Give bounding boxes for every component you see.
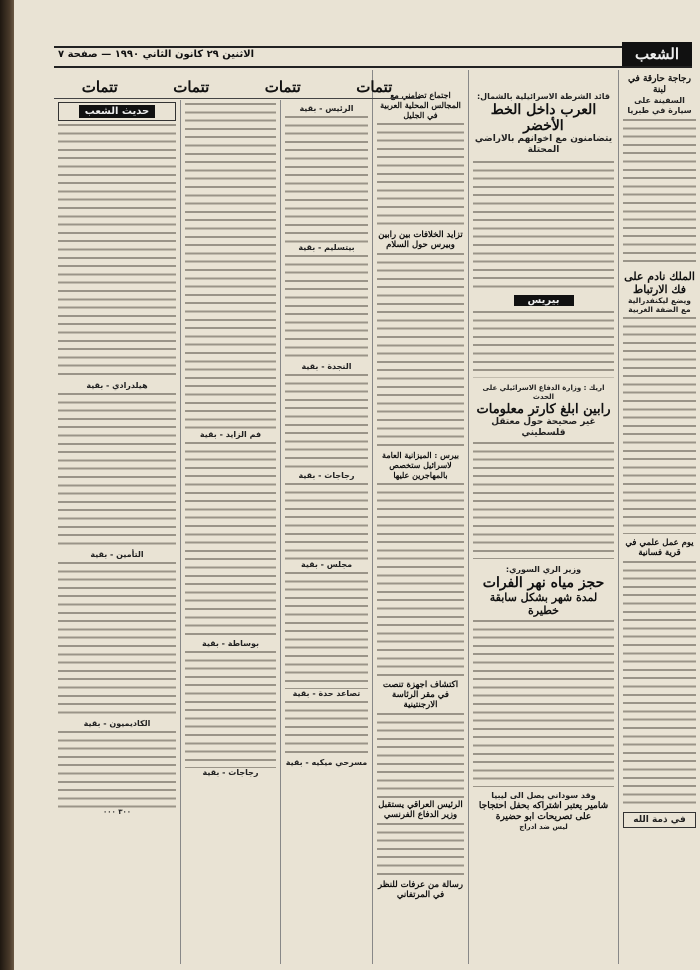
col2-mid-sub: غير صحيحة حول معتقل قلسطيني [491, 417, 596, 438]
col5-label3: رجاجات - بقية [202, 768, 259, 777]
col2-bottom-note: ليس ضد ادراج [519, 823, 568, 831]
col2-lower-sub: لمدة شهر بشكل سابقة خطيرة [489, 591, 598, 617]
date-line: الاثنين ٢٩ كانون الثاني ١٩٩٠ — صفحة ٧ [58, 49, 255, 60]
col4-label2: بيتسليم - بقية [298, 243, 355, 252]
col4-label7: مسرحي ميكيه - بقية [285, 758, 368, 767]
col3-text5 [377, 820, 464, 880]
obituary-box [623, 812, 696, 828]
col4-text3 [285, 371, 368, 471]
col4-label1: الرئيس - بقية [299, 104, 354, 113]
column-3 [372, 70, 468, 964]
banner-item: تتمات [81, 78, 118, 96]
col1-story2-text [623, 314, 696, 534]
col2-story1-text [473, 158, 614, 293]
col3-text1 [377, 120, 464, 230]
col5-label2: بوساطة - بقية [201, 639, 260, 648]
column-2 [468, 70, 618, 964]
col2-mid-text [473, 439, 614, 559]
col1-story1-text [623, 116, 696, 266]
column-4 [280, 100, 372, 964]
section-box [58, 102, 176, 121]
col3-title6: رسالة من عرفات للنظر في المرتفاني [378, 880, 463, 900]
col3-title3: بيرس : الميزانية العامة لاسرائيل ستخصص بالمهاجرين عليها [382, 450, 459, 480]
col3-text4 [377, 710, 464, 800]
banner-item: تتمات [264, 78, 301, 96]
col6-text2 [58, 559, 176, 719]
page-binding [0, 0, 14, 970]
col6-text0 [58, 121, 176, 381]
continuations-banner [54, 76, 420, 99]
col2-headline-main: العرب داخل الخط الأخضر [490, 102, 597, 134]
col1-story2-title: الملك نادم على فك الارتباط [624, 270, 695, 296]
col3-title4: اكتشاف اجهزة تنصت في مقر الرئاسة الارجنتينية [382, 680, 459, 710]
col2-bottom-title: شامير يعتبر اشتراكه بحفل احتجاجا على تصريحات ابو حضيرة [478, 801, 609, 822]
col2-headline-sub: يتضامنون مع اخوانهم بالاراضي المحتلة [474, 134, 613, 155]
col4-label4: رجاجات - بقية [298, 471, 355, 480]
col2-box-text [473, 308, 614, 378]
paper-masthead: الشعب [622, 42, 692, 66]
col1-story3-text [623, 558, 696, 808]
col2-lower-text [473, 617, 614, 787]
col6-text3 [58, 728, 176, 808]
column-5 [180, 100, 280, 964]
col6-label3: الكاديميون - بقية [83, 719, 151, 728]
col6-label1: هيلدرادي - بقية [86, 381, 148, 390]
col4-text2 [285, 252, 368, 362]
col6-label2: التأمين - بقية [90, 550, 144, 559]
col5-text2 [185, 648, 276, 768]
newspaper-page [14, 0, 700, 970]
col2-mid-lead: اريك : وزارة الدفاع الاسرائيلي على الحدث [482, 384, 605, 401]
col4-text6 [285, 698, 368, 758]
col6-text1 [58, 390, 176, 550]
col4-label3: النجدة - بقية [301, 362, 352, 371]
col1-top-sub: السفينة على سيارة في طبريا [627, 96, 692, 115]
col3-text3 [377, 480, 464, 680]
col2-lower-lead: وزير الري السوري: [505, 565, 582, 574]
col3-title5: الرئيس العراقي يستقبل وزير الدفاع الفرنسي [378, 800, 463, 820]
col4-text5 [285, 569, 368, 689]
col2-box-label: بيريس [514, 295, 574, 306]
col5-label1: فم الزايد - بقية [199, 430, 262, 439]
column-6 [54, 100, 180, 964]
col1-story2-sub: ويضع ليكنفدرالية مع الضفة الغربية [628, 296, 691, 314]
col1-top-headline: رجاجة حارقة في لبنة [628, 74, 691, 95]
col2-lower-main: حجز مياه نهر الفرات [482, 575, 605, 591]
col3-title2: تزايد الخلافات بين رابين وبيرس حول السلام [378, 230, 463, 250]
col4-label6: تصاعد حدة - بقية [292, 689, 361, 698]
col6-footer-num: ٣٠٠ ٠٠٠ [102, 808, 132, 816]
col4-text4 [285, 480, 368, 560]
col5-text1 [185, 439, 276, 639]
column-1 [618, 70, 700, 964]
col2-mid-main: رابين ابلغ كارتر معلومات [476, 402, 611, 417]
section-box-title: حديث الشعب [79, 105, 155, 118]
col1-story3-title: يوم عمل علمي في قرية فسانية [625, 538, 694, 558]
banner-item: تتمات [173, 78, 210, 96]
col4-text1 [285, 113, 368, 243]
col5-text0 [185, 100, 276, 430]
col2-headline-lead: قائد الشرطة الاسرائيلية بالشمال: [476, 92, 611, 101]
col2-bottom-lead: وقد سوداني يصل الى ليبيا [491, 791, 596, 800]
col4-label5: مجلس - بقية [300, 560, 353, 569]
obituary-label: في ذمة الله [633, 815, 686, 825]
banner-item: تتمات [356, 78, 393, 96]
col3-text2 [377, 250, 464, 450]
col3-title1: اجتماع تضامني مع المجالس المحلية العربية في الجليل [380, 90, 461, 120]
